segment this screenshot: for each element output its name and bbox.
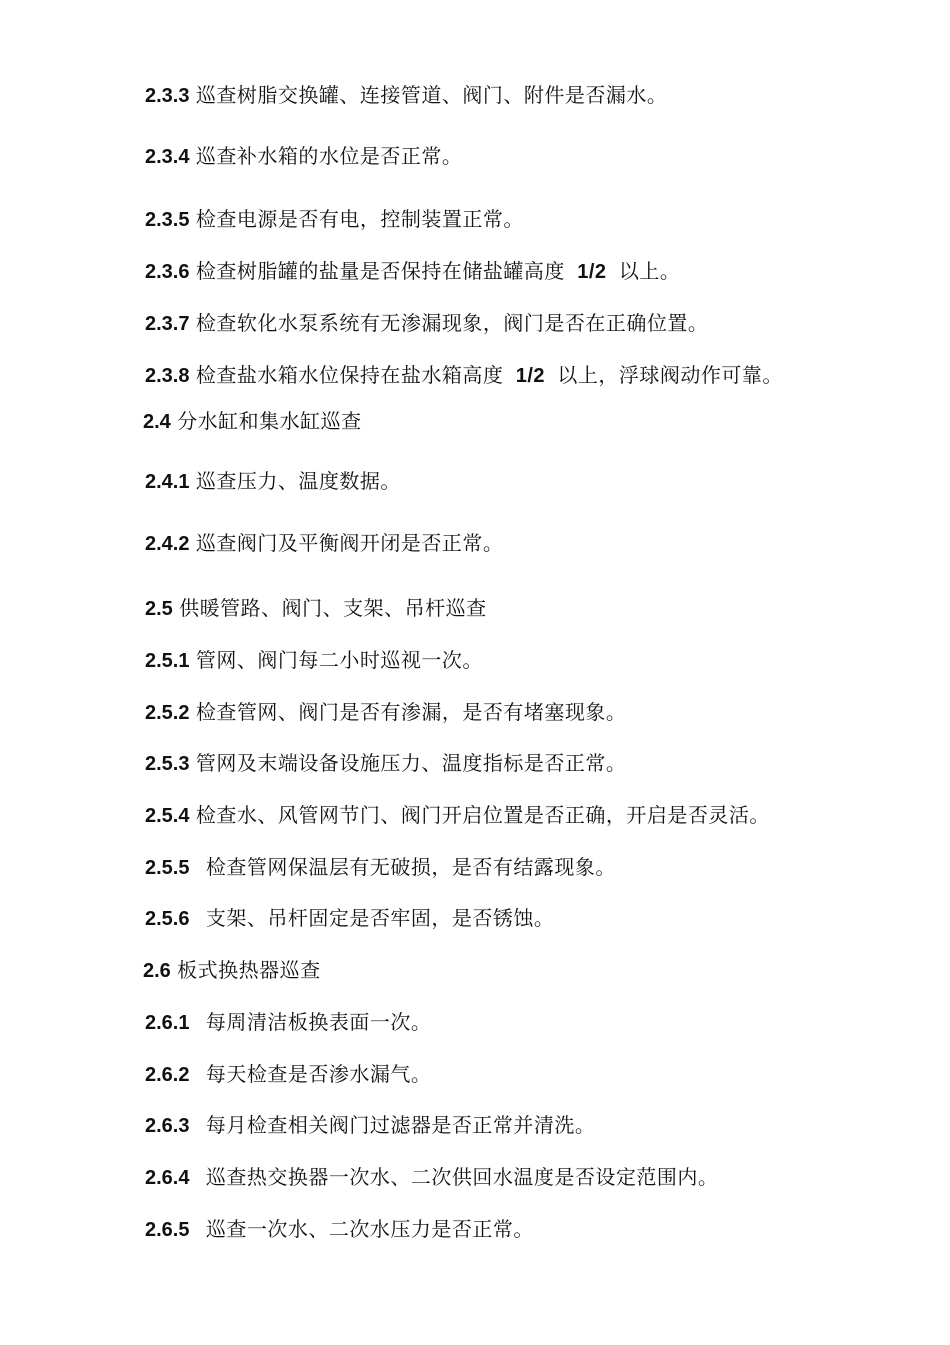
item-number: 2.3.4 <box>145 146 190 168</box>
item-2-3-6 <box>145 258 680 284</box>
section-title: 分水缸和集水缸巡查 <box>177 409 362 433</box>
item-2-5-6 <box>145 905 554 931</box>
item-text: 巡查热交换器一次水、二次供回水温度是否设定范围内。 <box>205 1165 719 1189</box>
item-2-6-4 <box>145 1164 718 1190</box>
section-heading-2-4 <box>143 408 362 434</box>
item-number: 2.6.1 <box>145 1012 190 1034</box>
section-title: 供暖管路、阀门、支架、吊杆巡查 <box>179 596 487 620</box>
item-number: 2.5.5 <box>145 857 190 879</box>
item-2-5-4 <box>145 802 770 828</box>
section-heading-2-6 <box>143 957 321 983</box>
item-number: 2.3.6 <box>145 261 190 283</box>
item-number: 2.6.2 <box>145 1064 190 1086</box>
item-number: 2.6.5 <box>145 1219 190 1241</box>
item-text: 巡查树脂交换罐、连接管道、阀门、附件是否漏水。 <box>195 83 668 107</box>
item-text: 巡查压力、温度数据。 <box>195 469 401 493</box>
item-text: 管网及末端设备设施压力、温度指标是否正常。 <box>195 751 627 775</box>
item-number: 2.5.3 <box>145 753 190 775</box>
item-text: 检查盐水箱水位保持在盐水箱高度 <box>195 363 504 387</box>
item-2-3-3 <box>145 82 667 108</box>
item-2-4-2 <box>145 530 503 556</box>
item-text: 检查管网、阀门是否有渗漏，是否有堵塞现象。 <box>195 700 627 724</box>
item-number: 2.4.2 <box>145 533 190 555</box>
item-number: 2.3.3 <box>145 85 190 107</box>
item-text: 管网、阀门每二小时巡视一次。 <box>195 648 483 672</box>
item-number: 2.5.4 <box>145 805 190 827</box>
item-text: 检查电源是否有电，控制装置正常。 <box>195 207 524 231</box>
item-number: 2.3.7 <box>145 313 190 335</box>
item-number: 2.5.2 <box>145 702 190 724</box>
item-2-6-5 <box>145 1216 534 1242</box>
item-number: 2.5.1 <box>145 650 190 672</box>
item-text: 巡查阀门及平衡阀开闭是否正常。 <box>195 531 504 555</box>
section-title: 板式换热器巡查 <box>177 958 321 982</box>
item-value: 1/2 <box>577 261 607 283</box>
item-text: 每周清洁板换表面一次。 <box>205 1010 432 1034</box>
item-2-6-1 <box>145 1009 431 1035</box>
item-2-3-4 <box>145 143 462 169</box>
item-2-6-3 <box>145 1112 595 1138</box>
section-number: 2.5 <box>145 598 173 620</box>
item-text: 每月检查相关阀门过滤器是否正常并清洗。 <box>205 1113 596 1137</box>
item-value: 1/2 <box>515 365 546 387</box>
item-2-5-1 <box>145 647 483 673</box>
item-2-3-8 <box>145 362 783 388</box>
item-number: 2.5.6 <box>145 908 190 930</box>
item-text: 检查管网保温层有无破损，是否有结露现象。 <box>205 855 616 879</box>
item-text: 支架、吊杆固定是否牢固，是否锈蚀。 <box>205 906 555 930</box>
section-number: 2.4 <box>143 411 171 433</box>
item-number: 2.3.8 <box>145 365 190 387</box>
item-2-3-7 <box>145 310 708 336</box>
item-2-5-5 <box>145 854 616 880</box>
item-number: 2.4.1 <box>145 471 190 493</box>
item-2-6-2 <box>145 1061 431 1087</box>
item-number: 2.6.4 <box>145 1167 190 1189</box>
item-2-5-2 <box>145 699 626 725</box>
section-heading-2-5 <box>145 595 487 621</box>
item-text: 巡查补水箱的水位是否正常。 <box>195 144 463 168</box>
item-text-tail: 以上，浮球阀动作可靠。 <box>557 363 783 387</box>
item-text-tail: 以上。 <box>618 259 681 283</box>
section-number: 2.6 <box>143 960 171 982</box>
item-text: 巡查一次水、二次水压力是否正常。 <box>205 1217 534 1241</box>
item-text: 检查树脂罐的盐量是否保持在储盐罐高度 <box>195 259 565 283</box>
item-2-4-1 <box>145 468 401 494</box>
item-number: 2.3.5 <box>145 209 190 231</box>
item-number: 2.6.3 <box>145 1115 190 1137</box>
item-text: 检查水、风管网节门、阀门开启位置是否正确，开启是否灵活。 <box>195 803 770 827</box>
item-text: 检查软化水泵系统有无渗漏现象，阀门是否在正确位置。 <box>195 311 709 335</box>
item-text: 每天检查是否渗水漏气。 <box>205 1062 432 1086</box>
item-2-5-3 <box>145 750 626 776</box>
item-2-3-5 <box>145 206 524 232</box>
